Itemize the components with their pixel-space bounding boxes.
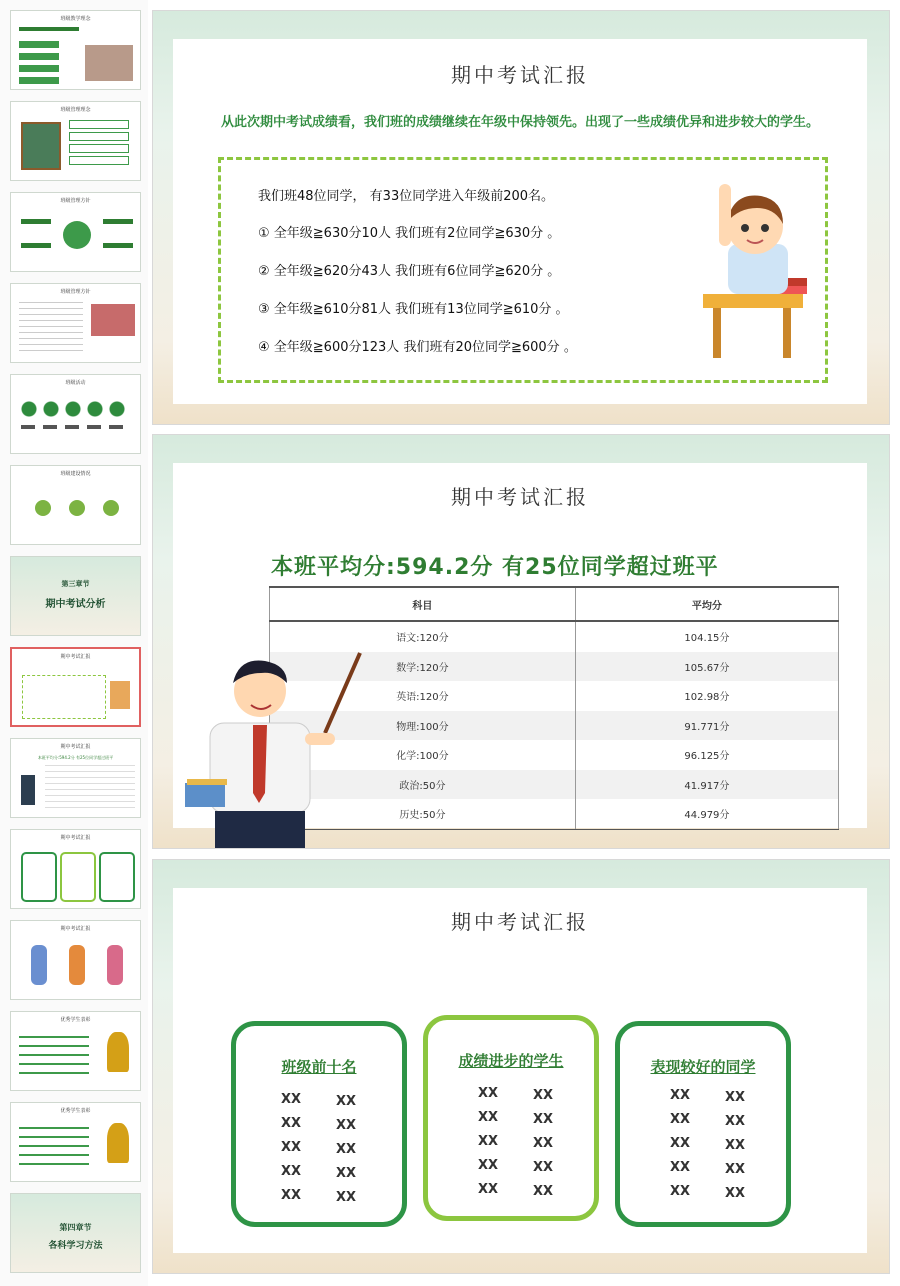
slide-title: 期中考试汇报: [451, 910, 589, 934]
name-placeholder: XX: [670, 1088, 691, 1103]
thumbnail-title: 第四章节: [59, 1223, 92, 1232]
table-header-average: 平均分: [575, 587, 838, 621]
stat-line: ③ 全年级≧610分81人 我们班有13位同学≧610分 。: [258, 302, 569, 317]
stat-line: ① 全年级≧630分10人 我们班有2位同学≧630分 。: [258, 226, 561, 241]
slide-exam-summary[interactable]: [152, 10, 890, 425]
thumbnail-title: 优秀学生表彰: [60, 1017, 91, 1023]
average-headline: 本班平均分:594.2分 有25位同学超过班平: [271, 555, 719, 580]
thumbnail-slide-5[interactable]: [10, 374, 141, 454]
teacher-illustration: [175, 643, 375, 849]
name-placeholder: XX: [478, 1182, 499, 1197]
thumbnail-title: 期中考试汇报: [60, 744, 91, 750]
name-placeholder: XX: [478, 1134, 499, 1149]
thumbnail-subtitle: 期中考试分析: [45, 599, 106, 610]
name-placeholder: XX: [533, 1184, 554, 1199]
thumbnail-title: 班级建设情况: [60, 471, 91, 477]
name-placeholder: XX: [336, 1166, 357, 1181]
name-placeholder: XX: [478, 1110, 499, 1125]
thumbnail-title: 班级教学理念: [60, 16, 91, 22]
name-placeholder: XX: [533, 1112, 554, 1127]
subject-cell: 物理:100分: [270, 711, 576, 741]
panel-improved-students: [423, 1015, 599, 1221]
thumbnail-title: 班级管理方针: [60, 198, 91, 204]
slide-thumbnail-panel: [0, 0, 148, 1286]
thumbnail-slide-1[interactable]: [10, 10, 141, 90]
thumbnail-slide-11[interactable]: [10, 920, 141, 1000]
slide-title: 期中考试汇报: [451, 63, 589, 87]
name-placeholder: XX: [336, 1094, 357, 1109]
stat-line: ② 全年级≧620分43人 我们班有6位同学≧620分 。: [258, 264, 561, 279]
name-placeholder: XX: [281, 1116, 302, 1131]
thumbnail-slide-6[interactable]: [10, 465, 141, 545]
thumbnail-title: 班级管理理念: [60, 107, 91, 113]
slide-average-scores[interactable]: [152, 434, 890, 849]
subject-cell: 化学:100分: [270, 740, 576, 770]
name-placeholder: XX: [725, 1138, 746, 1153]
thumbnail-title: 第三章节: [61, 580, 90, 588]
thumbnail-title: 期中考试汇报: [60, 835, 91, 841]
panel-heading: 成绩进步的学生: [458, 1052, 564, 1070]
average-cell: 96.125分: [575, 740, 838, 770]
thumbnail-title: 班级活动: [65, 380, 86, 386]
name-placeholder: XX: [725, 1090, 746, 1105]
average-cell: 91.771分: [575, 711, 838, 741]
stat-line: ④ 全年级≧600分123人 我们班有20位同学≧600分 。: [258, 340, 577, 355]
subject-cell: 政治:50分: [270, 770, 576, 800]
thumbnail-subtitle: 本班平均分:594.2分 有25位同学超过班平: [37, 755, 114, 760]
table-header-subject: 科目: [270, 587, 576, 621]
thumbnail-title: 优秀学生表彰: [60, 1108, 91, 1114]
name-placeholder: XX: [533, 1088, 554, 1103]
name-placeholder: XX: [725, 1186, 746, 1201]
panel-heading: 班级前十名: [281, 1058, 357, 1076]
name-placeholder: XX: [725, 1162, 746, 1177]
thumbnail-slide-2[interactable]: [10, 101, 141, 181]
subject-cell: 历史:50分: [270, 799, 576, 829]
thumbnail-title: 班级管理方针: [60, 289, 91, 295]
slide-content-card: [173, 39, 867, 404]
name-placeholder: XX: [281, 1140, 302, 1155]
name-placeholder: XX: [670, 1184, 691, 1199]
thumbnail-slide-14[interactable]: [10, 1193, 141, 1273]
name-placeholder: XX: [533, 1160, 554, 1175]
average-cell: 44.979分: [575, 799, 838, 829]
name-placeholder: XX: [725, 1114, 746, 1129]
thumbnail-title: 期中考试汇报: [60, 926, 91, 932]
thumbnail-slide-4[interactable]: [10, 283, 141, 363]
subject-cell: 数学:120分: [270, 652, 576, 682]
thumbnail-slide-7[interactable]: [10, 556, 141, 636]
name-placeholder: XX: [336, 1190, 357, 1205]
name-placeholder: XX: [533, 1136, 554, 1151]
thumbnail-slide-9[interactable]: [10, 738, 141, 818]
panel-good-performance: [615, 1021, 791, 1227]
name-placeholder: XX: [281, 1092, 302, 1107]
slide-student-lists[interactable]: [152, 859, 890, 1274]
subject-cell: 英语:120分: [270, 681, 576, 711]
name-placeholder: XX: [336, 1118, 357, 1133]
slide-content-card: [173, 888, 867, 1253]
name-placeholder: XX: [670, 1160, 691, 1175]
name-placeholder: XX: [670, 1136, 691, 1151]
trophy-icon: [107, 1123, 129, 1163]
thumbnail-slide-13[interactable]: [10, 1102, 141, 1182]
average-cell: 102.98分: [575, 681, 838, 711]
name-placeholder: XX: [478, 1086, 499, 1101]
name-placeholder: XX: [478, 1158, 499, 1173]
trophy-icon: [107, 1032, 129, 1072]
name-placeholder: XX: [281, 1188, 302, 1203]
slide-title: 期中考试汇报: [451, 485, 589, 509]
thumbnail-slide-3[interactable]: [10, 192, 141, 272]
subject-cell: 语文:120分: [270, 621, 576, 652]
name-placeholder: XX: [670, 1112, 691, 1127]
thumbnail-title: 期中考试汇报: [60, 654, 91, 660]
thumbnail-slide-8[interactable]: [10, 647, 141, 727]
average-cell: 41.917分: [575, 770, 838, 800]
name-placeholder: XX: [281, 1164, 302, 1179]
average-cell: 105.67分: [575, 652, 838, 682]
average-cell: 104.15分: [575, 621, 838, 652]
panel-top-ten: [231, 1021, 407, 1227]
thumbnail-subtitle: 各科学习方法: [48, 1241, 103, 1251]
thumbnail-slide-12[interactable]: [10, 1011, 141, 1091]
stat-line: 我们班48位同学， 有33位同学进入年级前200名。: [258, 189, 555, 204]
panel-heading: 表现较好的同学: [650, 1058, 756, 1076]
slide-content-card: [173, 463, 867, 828]
summary-text: 从此次期中考试成绩看，我们班的成绩继续在年级中保持领先。出现了一些成绩优异和进步较大的学生。: [220, 115, 819, 130]
name-placeholder: XX: [336, 1142, 357, 1157]
thumbnail-slide-10[interactable]: [10, 829, 141, 909]
student-illustration: [683, 174, 823, 374]
